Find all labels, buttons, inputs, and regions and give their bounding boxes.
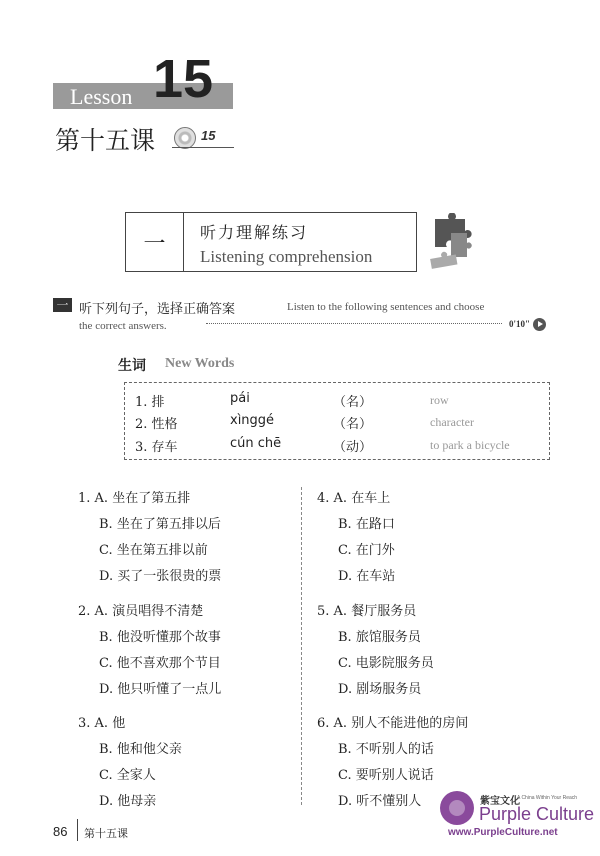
section-header — [125, 212, 417, 272]
cd-icon — [174, 127, 196, 149]
puzzle-icon — [427, 213, 477, 273]
watermark-cn: 紫宝文化 — [480, 796, 520, 807]
instruction-zh: 听下列句子，选择正确答案 — [79, 302, 236, 317]
vocab-pinyin: pái — [230, 391, 250, 406]
vocab-pinyin: cún chē — [230, 436, 282, 451]
lesson-number: 15 — [153, 49, 214, 109]
vocab-word: 2. 性格 — [135, 417, 178, 432]
new-words-title-zh: 生词 — [118, 358, 146, 374]
footer-separator — [77, 819, 78, 841]
audio-time: 0'10" — [509, 319, 530, 329]
track-underline — [172, 147, 234, 148]
instruction-en-line2: the correct answers. — [79, 320, 167, 332]
option-b: B. 他没听懂那个故事 — [99, 630, 221, 645]
vocab-meaning: row — [430, 393, 449, 407]
option-c: C. 电影院服务员 — [338, 656, 434, 671]
option-d: D. 买了一张很贵的票 — [99, 569, 222, 584]
option-b: B. 坐在了第五排以后 — [99, 517, 221, 532]
track-number: 15 — [201, 128, 216, 143]
option-a: 1. A. 坐在了第五排 — [78, 491, 191, 506]
leader-dots — [206, 318, 502, 324]
watermark-brand: Purple Culture — [479, 804, 595, 824]
watermark-logo-icon — [440, 791, 474, 825]
option-c: C. 要听别人说话 — [338, 768, 434, 783]
vocab-pos: （名） — [333, 417, 373, 432]
lesson-title: 第十五课 — [55, 126, 156, 155]
option-b: B. 不听别人的话 — [338, 742, 434, 757]
footer-lesson: 第十五课 — [84, 827, 128, 840]
vocab-row — [125, 413, 549, 433]
watermark-url: www.PurpleCulture.net — [448, 827, 558, 838]
option-c: C. 他不喜欢那个节目 — [99, 656, 221, 671]
page-number: 86 — [53, 824, 68, 839]
option-b: B. 他和他父亲 — [99, 742, 182, 757]
option-d: D. 他母亲 — [99, 794, 157, 809]
column-divider — [301, 487, 302, 805]
vocab-pinyin: xìnggé — [230, 413, 275, 428]
new-words-title-en: New Words — [165, 356, 235, 371]
play-icon[interactable] — [533, 318, 546, 331]
option-d: D. 听不懂别人 — [338, 794, 422, 809]
exercise-badge: 一 — [53, 298, 72, 312]
instruction-en-line1: Listen to the following sentences and choose — [287, 301, 485, 313]
section-title-en: Listening comprehension — [200, 247, 373, 266]
vocab-row — [125, 436, 549, 456]
option-a: 6. A. 别人不能进他的房间 — [317, 716, 469, 731]
watermark-tagline: A China Within Your Reach — [517, 795, 578, 801]
option-c: C. 全家人 — [99, 768, 156, 783]
option-d: D. 他只听懂了一点儿 — [99, 682, 222, 697]
lesson-label: Lesson — [70, 84, 133, 109]
option-a: 4. A. 在车上 — [317, 491, 391, 506]
option-a: 2. A. 演员唱得不清楚 — [78, 604, 204, 619]
option-b: B. 旅馆服务员 — [338, 630, 421, 645]
option-a: 5. A. 餐厅服务员 — [317, 604, 417, 619]
section-title-zh: 听力理解练习 — [200, 223, 309, 242]
vocab-word: 3. 存车 — [135, 440, 178, 455]
vocab-meaning: to park a bicycle — [430, 438, 510, 452]
option-c: C. 坐在第五排以前 — [99, 543, 208, 558]
vocab-word: 1. 排 — [135, 395, 165, 410]
option-c: C. 在门外 — [338, 543, 395, 558]
vocab-pos: （动） — [333, 440, 373, 455]
option-a: 3. A. 他 — [78, 716, 126, 731]
option-d: D. 在车站 — [338, 569, 396, 584]
option-d: D. 剧场服务员 — [338, 682, 422, 697]
option-b: B. 在路口 — [338, 517, 395, 532]
vocab-row — [125, 391, 549, 411]
vocab-meaning: character — [430, 415, 474, 429]
section-number: 一 — [126, 213, 184, 271]
vocab-box — [124, 382, 550, 460]
vocab-pos: （名） — [333, 395, 373, 410]
